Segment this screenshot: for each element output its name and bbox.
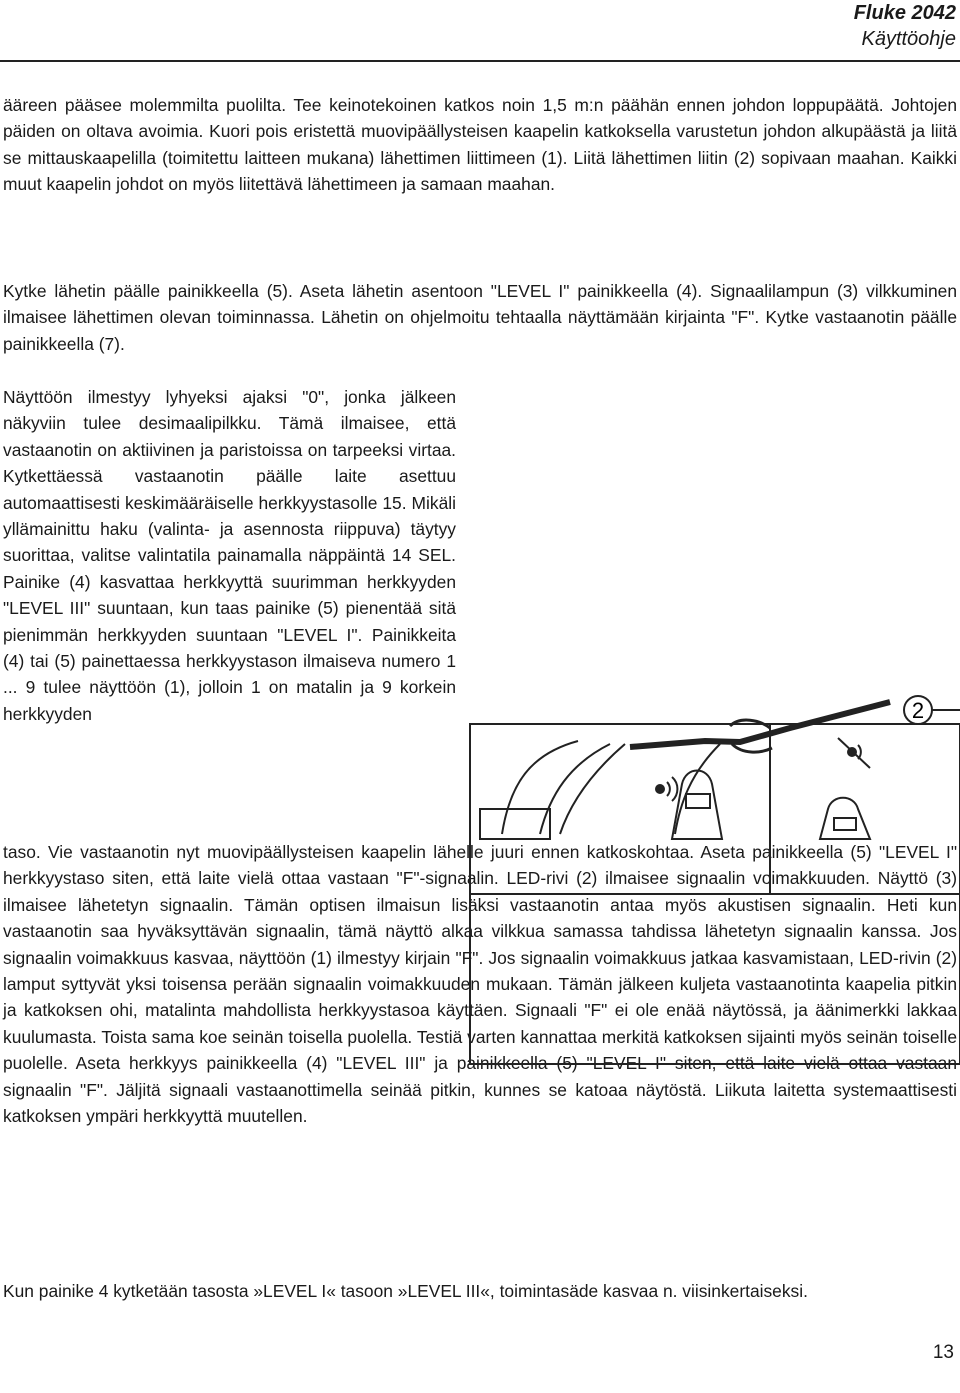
- page-number: 13: [932, 1342, 954, 1363]
- header-subtitle: Käyttöohje: [861, 28, 956, 50]
- sound-icon: [656, 777, 677, 801]
- cable-and-devices: [460, 714, 960, 839]
- header-title: Fluke 2042: [853, 2, 956, 24]
- paragraph-intro: ääreen pääsee molemmilta puolilta. Tee keinotekoinen katkos noin 1,5 m:n päähän ennen johdon loppupäätä. Johtojen päiden on oltava avoimia. Kuori pois eristettä muovipäällysteisen kaapelin katkoksella varustetun johdon alkupäästä ja liitä se mittauskaapelilla (toimitettu laitteen mukana) lähettimen liittimeen (1). Liitä lähettimen liitin (2) sopivaan maahan. Kaikki muut kaapelin johdot on myös liitettävä lähettimeen ja samaan maahan.: [3, 95, 957, 195]
- paragraph-receiver-tracing: taso. Vie vastaanotin nyt muovipäällysteisen kaapelin lähelle juuri ennen katkoskohtaa. Aseta painikkeella (5) "LEVEL I" herkkyystaso siten, että laite vielä ottaa vastaan "F"-signaalin. LED-rivi (2) ilmaisee signaalin voimakkuuden. Näyttö (3) ilmaisee lähetetyn signaalin. Tämän optisen ilmaisun lisäksi vastaanotin antaa myös akustisen signaalin. Heti kun vastaanotin saa hyväksyttävän signaalin, tämä näyttö alkaa vilkkua samassa tahdissa lähetetyn signaalin kanssa. Jos signaalin voimakkuus kasvaa, näyttöön (1) ilmestyy kirjain "F". Jos signaalin voimakkuus jatkaa kasvamistaan, LED-rivin (2) lamput syttyvät yksi toisensa perään signaalin voimakkuuden mukaan. Tämän jälkeen kuljeta vastaanotinta kaapelia pitkin ja katkoksen ohi, matalinta mahdollista herkkyystasoa käyttäen. Signaali "F" ei ole enää näytössä, ja äänimerkki lakkaa kuulumasta. Toista sama koe seinän toisella puolella. Testiä varten kannattaa merkitä katkoksen sijainti myös seinän toiselle puolelle. Aseta herkkyys painikkeella (4) "LEVEL III" ja painikkeella (5) "LEVEL I" siten, että laite vielä ottaa vastaan signaalin "F". Jäljitä signaali vastaanottimella seinää pitkin, kunnes se katoaa näytöstä. Liikuta laitetta systemaattisesti katkoksen ympäri herkkyyttä muutellen.: [3, 842, 957, 1127]
- receiver-left: [672, 771, 722, 840]
- paragraph-receiver-display: Näyttöön ilmestyy lyhyeksi ajaksi "0", jonka jälkeen näkyviin tulee desimaalipilkku. Tämä ilmaisee, että vastaanotin on aktiivinen ja paristoissa on tarpeeksi virtaa. Kytkettäessä vastaanotin päälle laite asettuu automaattisesti keskimääräiselle herkkyystasolle 15. Mikäli yllämainittu haku (valinta- ja asennosta riippuva) täytyy suorittaa, valitse valintatila painamalla näppäintä 14 SEL. Painike (4) kasvattaa herkkyyttä suurimman herkkyyden "LEVEL III" suuntaan, kun taas painike (5) pienentää sitä pienimmän herkkyyden suuntaan "LEVEL I". Painikkeita (4) tai (5) painettaessa herkkyystason ilmaiseva numero 1 ... 9 tulee näyttöön (1), jolloin 1 on matalin ja 9 korkein herkkyyden: [3, 387, 456, 724]
- paragraph-transmitter-on: Kytke lähetin päälle painikkeella (5). Aseta lähetin asentoon "LEVEL I" painikkeella (4). Signaalilampun (3) vilkkuminen ilmaisee lähettimen olevan toiminnassa. Lähetin on ohjelmoitu tehtaalla näyttämään kirjainta "F". Kytke vastaanotin päälle painikkeella (7).: [3, 281, 957, 354]
- no-signal-icon: [838, 738, 870, 768]
- header-rule: [0, 60, 960, 62]
- cable: [630, 702, 890, 747]
- receiver-right: [820, 798, 870, 839]
- svg-text:2: 2: [911, 698, 925, 723]
- test-leads: [502, 741, 720, 834]
- page-header: [854, 0, 956, 52]
- paragraph-range-note: Kun painike 4 kytketään tasosta »LEVEL I« tasoon »LEVEL III«, toimintasäde kasvaa n. viisinkertaiseksi.: [3, 1281, 808, 1301]
- transmitter: [480, 809, 550, 839]
